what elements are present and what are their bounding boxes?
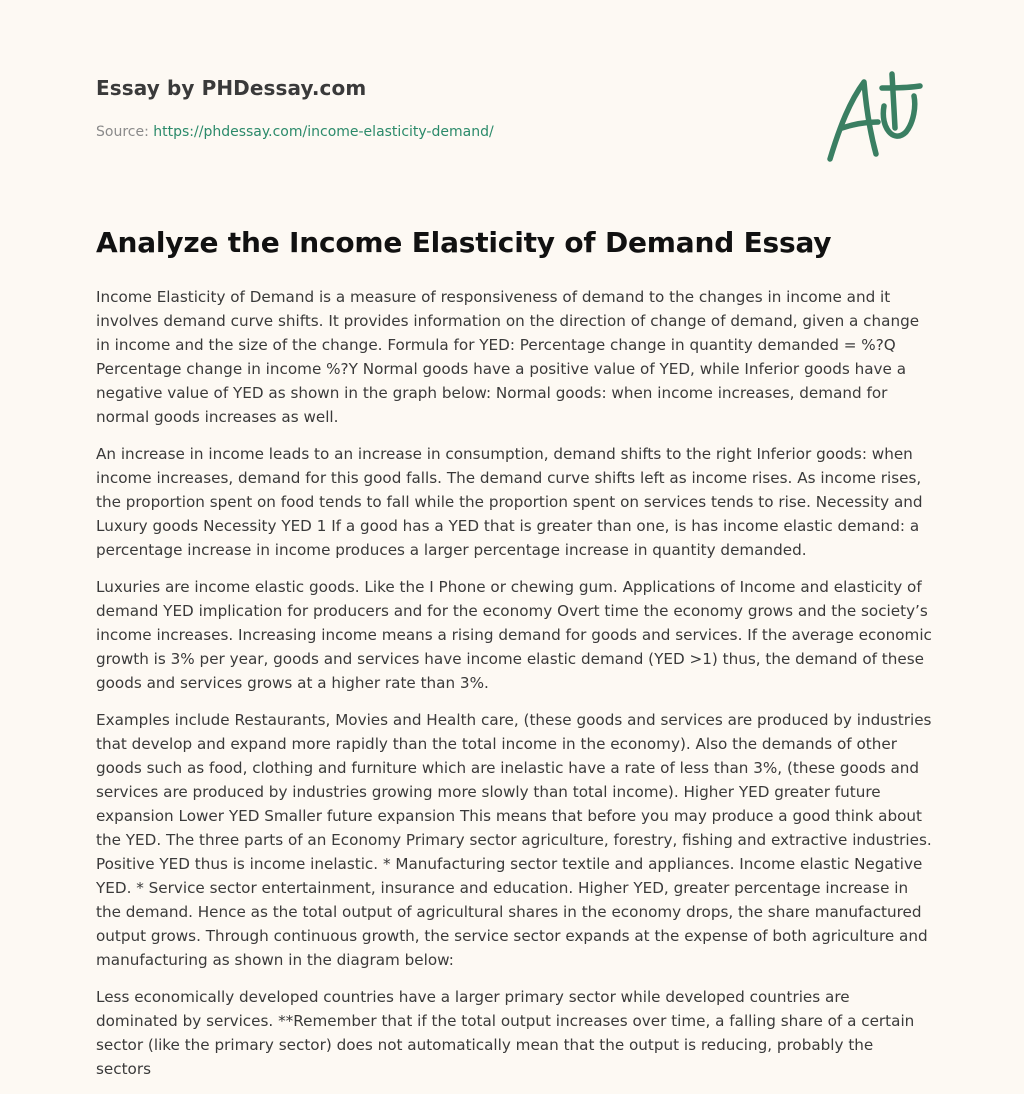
source-line <box>96 124 494 140</box>
page-title: Analyze the Income Elasticity of Demand Essay <box>96 226 832 259</box>
site-header <box>96 76 926 100</box>
source-link[interactable]: https://phdessay.com/income-elasticity-demand/ <box>153 124 494 140</box>
essay-body <box>96 285 932 1094</box>
a-plus-logo-icon <box>822 66 926 166</box>
paragraph: An increase in income leads to an increase in consumption, demand shifts to the right Inferior goods: when income increases, demand for this good falls. The demand curve shifts left as income rises. As income rises, the proportion spent on food tends to fall while the proportion spent on services tends to rise. Necessity and Luxury goods Necessity YED 1 If a good has a YED that is greater than one, is has income elastic demand: a percentage increase in income produces a larger percentage increase in quantity demanded. <box>96 445 923 559</box>
paragraph: Luxuries are income elastic goods. Like the I Phone or chewing gum. Applications of Income and elasticity of demand YED implication for producers and for the economy Overt time the economy grows and the society’s income increases. Increasing income means a rising demand for goods and services. If the average economic growth is 3% per year, goods and services have income elastic demand (YED >1) thus, the demand of these goods and services grows at a higher rate than 3%. <box>96 578 932 692</box>
paragraph: Income Elasticity of Demand is a measure of responsiveness of demand to the changes in income and it involves demand curve shifts. It provides information on the direction of change of demand, given a change in income and the size of the change. Formula for YED: Percentage change in quantity demanded = %?Q Percentage change in income %?Y Normal goods have a positive value of YED, while Inferior goods have a negative value of YED as shown in the graph below: Normal goods: when income increases, demand for normal goods increases as well. <box>96 288 920 426</box>
source-label: Source: <box>96 124 149 140</box>
paragraph: Examples include Restaurants, Movies and Health care, (these goods and services are produced by industries that develop and expand more rapidly than the total income in the economy). Also the demands of other goods such as food, clothing and furniture which are inelastic have a rate of less than 3%, (these goods and services are produced by industries growing more slowly than total income). Higher YED greater future expansion Lower YED Smaller future expansion This means that before you may produce a good think about the YED. The three parts of an Economy Primary sector agriculture, forestry, fishing and extractive industries. Positive YED thus is income inelastic. * Manufacturing sector textile and appliances. Income elastic Negative YED. * Service sector entertainment, insurance and education. Higher YED, greater percentage increase in the demand. Hence as the total output of agricultural shares in the economy drops, the share manufactured output grows. Through continuous growth, the service sector expands at the expense of both agriculture and manufacturing as shown in the diagram below: <box>96 711 932 969</box>
brand-title: Essay by PHDessay.com <box>96 76 367 100</box>
paragraph: Less economically developed countries have a larger primary sector while developed countries are dominated by services. **Remember that if the total output increases over time, a falling share of a certain sector (like the primary sector) does not automatically mean that the output is reducing, probably the sectors <box>96 988 915 1078</box>
